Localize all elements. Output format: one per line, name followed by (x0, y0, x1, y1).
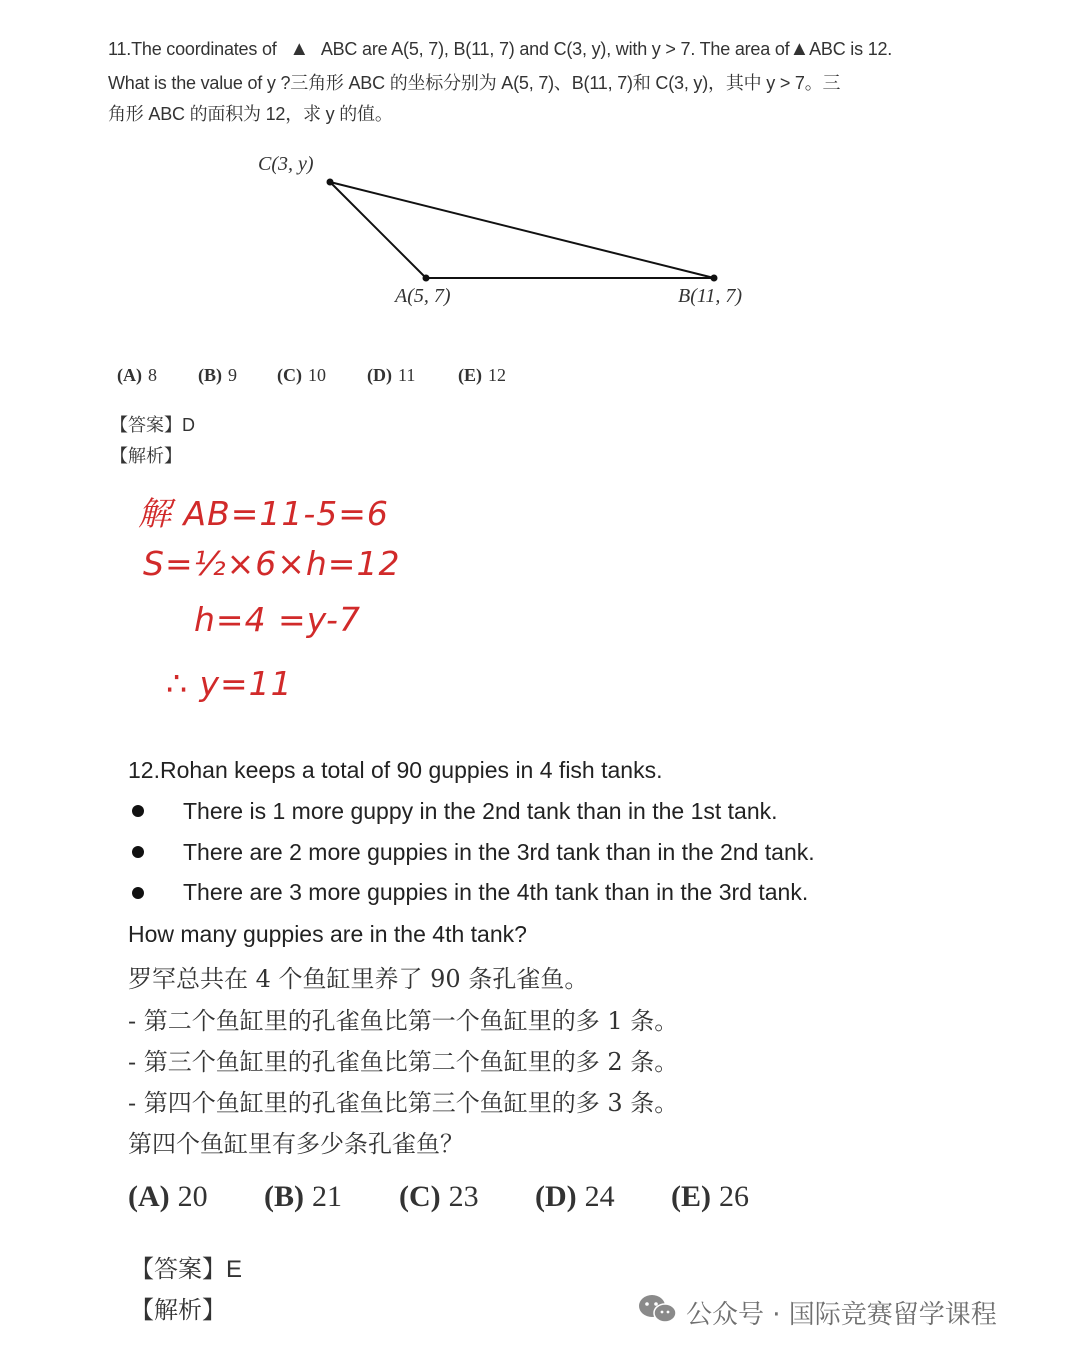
problem12-cn-line-1: - 第二个鱼缸里的孔雀鱼比第一个鱼缸里的多 1 条。 (128, 1007, 679, 1035)
problem11-analysis-label: 【解析】 (110, 446, 182, 467)
answer-value: D (182, 415, 195, 435)
watermark-text: 公众号 · 国际竞赛留学课程 (686, 1300, 997, 1330)
choice-letter: (E) (671, 1180, 711, 1213)
choice-letter: (D) (367, 365, 392, 385)
handwritten-line-4: ∴ y=11 (166, 664, 293, 703)
problem12-choice-b (264, 1180, 342, 1214)
vertex-a-label: A(5, 7) (395, 285, 451, 307)
handwritten-line-3: h=4 =y-7 (194, 600, 361, 639)
vertex-b-point (711, 275, 718, 282)
triangle-figure (240, 145, 780, 315)
problem11-choice-e (458, 365, 506, 386)
problem11-line3: 角形 ABC 的面积为 12，求 y 的值。 (108, 104, 393, 124)
problem11-line1-part-c: ABC is 12. (809, 39, 893, 59)
choice-value: 10 (308, 365, 326, 385)
bullet-icon (132, 805, 144, 817)
problem12-choice-c (399, 1180, 479, 1214)
problem11-choice-d (367, 365, 415, 386)
problem12-cn-line-2: - 第三个鱼缸里的孔雀鱼比第二个鱼缸里的多 2 条。 (128, 1048, 679, 1076)
problem12-bullet-2: There are 2 more guppies in the 3rd tank than in the 2nd tank. (183, 839, 815, 865)
bullet-icon (132, 846, 144, 858)
wechat-icon (637, 1292, 679, 1326)
choice-value: 8 (148, 365, 157, 385)
triangle-symbol-icon: ▲ (789, 38, 810, 60)
choice-letter: (C) (277, 365, 302, 385)
problem12-choice-d (535, 1180, 615, 1214)
problem11-line2: What is the value of y ?三角形 ABC 的坐标分别为 A(5, 7)、B(11, 7)和 C(3, y)，其中 y > 7。三 (108, 73, 841, 93)
problem11-line1 (108, 38, 892, 61)
triangle-abc (330, 182, 714, 278)
triangle-symbol-icon: ▲ (289, 38, 309, 60)
choice-letter: (A) (117, 365, 142, 385)
answer-value: E (226, 1256, 243, 1283)
choice-value: 21 (312, 1180, 342, 1213)
problem11-line1-part-a: 11.The coordinates of (108, 39, 277, 59)
handwritten-line-2: S=½×6×h=12 (143, 544, 401, 583)
bullet-icon (132, 887, 144, 899)
problem11-choice-a (117, 365, 157, 386)
problem12-cn-question: 第四个鱼缸里有多少条孔雀鱼？ (128, 1130, 464, 1158)
problem12-choice-e (671, 1180, 749, 1214)
vertex-b-label: B(11, 7) (678, 285, 743, 307)
problem12-choice-a (128, 1180, 208, 1214)
choice-letter: (A) (128, 1180, 170, 1213)
choice-letter: (C) (399, 1180, 441, 1213)
problem11-choice-c (277, 365, 326, 386)
choice-value: 11 (398, 365, 416, 385)
problem12-bullet-1: There is 1 more guppy in the 2nd tank than in the 1st tank. (183, 798, 778, 824)
choice-letter: (E) (458, 365, 482, 385)
choice-letter: (B) (264, 1180, 304, 1213)
problem12-cn-line-3: - 第四个鱼缸里的孔雀鱼比第三个鱼缸里的多 3 条。 (128, 1089, 679, 1117)
problem12-answer (130, 1249, 242, 1284)
vertex-a-point (423, 275, 430, 282)
problem12-cn-intro: 罗罕总共在 4 个鱼缸里养了 90 条孔雀鱼。 (128, 965, 589, 993)
choice-value: 9 (228, 365, 237, 385)
answer-label: 【答案】 (130, 1255, 226, 1283)
handwritten-line-1: 解 AB=11-5=6 (138, 494, 389, 533)
choice-value: 12 (488, 365, 506, 385)
problem11-choice-b (198, 365, 237, 386)
problem11-line1-part-b: ABC are A(5, 7), B(11, 7) and C(3, y), with y > 7. The area of (320, 39, 790, 59)
problem12-question: How many guppies are in the 4th tank? (128, 921, 527, 947)
problem12-intro: 12.Rohan keeps a total of 90 guppies in 4 fish tanks. (128, 757, 663, 783)
vertex-c-point (327, 179, 334, 186)
problem12-analysis-label: 【解析】 (130, 1296, 226, 1324)
problem12-bullet-3: There are 3 more guppies in the 4th tank than in the 3rd tank. (183, 879, 809, 905)
vertex-c-label: C(3, y) (258, 153, 314, 175)
problem11-answer (110, 411, 195, 437)
choice-value: 20 (177, 1180, 208, 1213)
choice-letter: (B) (198, 365, 222, 385)
choice-value: 26 (719, 1180, 749, 1213)
answer-label: 【答案】 (110, 415, 182, 436)
choice-letter: (D) (535, 1180, 577, 1213)
choice-value: 23 (448, 1180, 479, 1213)
choice-value: 24 (584, 1180, 615, 1213)
